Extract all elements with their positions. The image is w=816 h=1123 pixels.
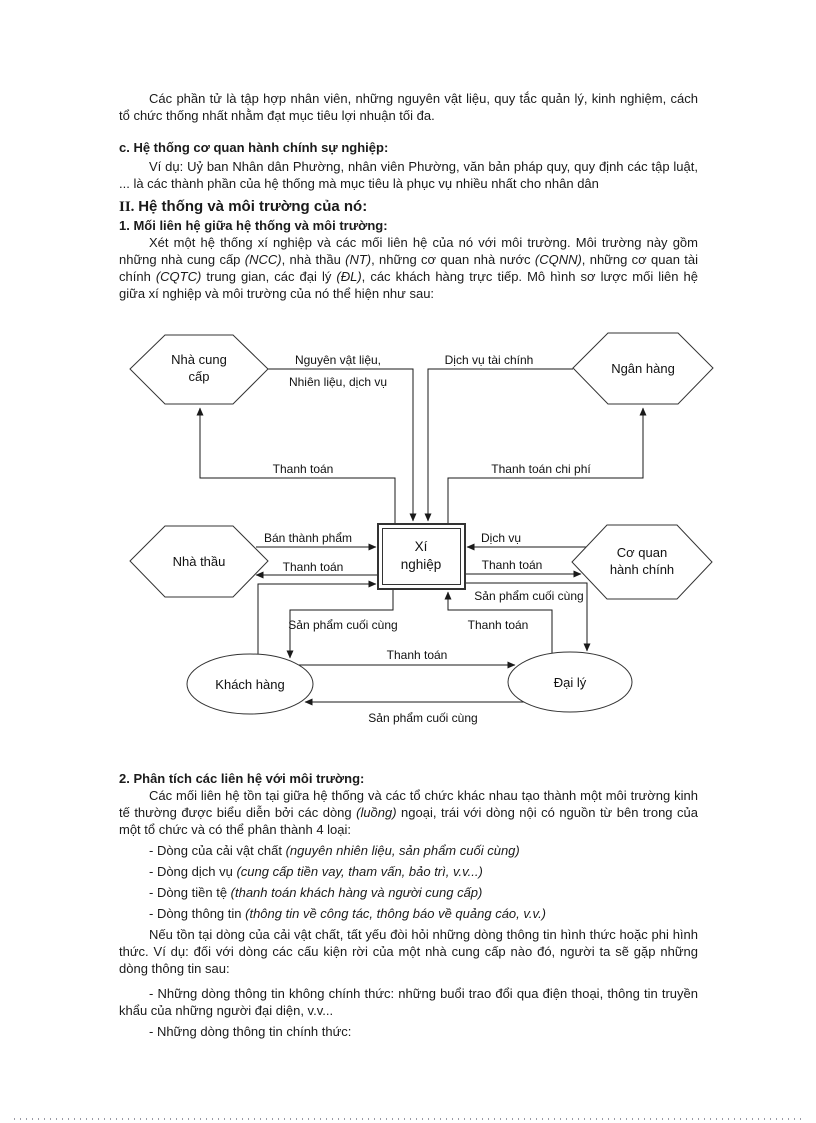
edge-label-services: Dịch vụ [480,531,522,545]
edge-label-payment-supplier: Thanh toán [272,462,334,476]
edge-supplier-to-enterprise [268,369,413,521]
node-label-supplier: Nhà cung [171,352,227,367]
heading-c-admin-system: c. Hệ thống cơ quan hành chính sự nghiệp: [119,140,389,155]
bullet-formal-information: - Những dòng thông tin chính thức: [149,1024,352,1039]
node-label-bank: Ngân hàng [611,361,675,376]
heading-ii-system-environment: II. Hệ thống và môi trường của nó: [119,198,368,215]
node-label-enterprise: Xí [414,539,428,554]
edge-label-financial-services: Dịch vụ tài chính [444,353,534,367]
page-footer-dotted-line [14,1118,802,1120]
bullet-information-flow: - Dòng thông tin (thông tin về công tác, thông báo về quảng cáo, v.v.) [149,906,547,921]
edge-label-semi-products: Bán thành phẩm [263,531,353,545]
edge-label-payment-customer-agent: Thanh toán [386,648,448,662]
edge-label-payment-bank: Thanh toán chi phí [491,462,591,476]
edge-label-payment-contractor: Thanh toán [282,560,344,574]
bullet-material-flow: - Dòng của cải vật chất (nguyên nhiên liệu, sản phẩm cuối cùng) [149,843,520,858]
node-label-admin-2: hành chính [609,562,675,577]
node-label-customer: Khách hàng [215,677,285,692]
bullet-informal-information: - Những dòng thông tin không chính thức: những buổi trao đổi qua điện thoại, thông tin truyền khẩu của những người đại diện, v.v... [119,986,698,1018]
node-label-admin: Cơ quan [616,545,668,560]
bullet-service-flow: - Dòng dịch vụ (cung cấp tiền vay, tham vấn, bảo trì, v.v...) [149,864,483,879]
paragraph-elements: Các phần tử là tập hợp nhân viên, những nguyên vật liệu, quy tắc quản lý, kinh nghiệm, cách tổ chức thống nhất nhằm đạt mục tiêu lợi nhuận tối đa. [119,91,698,123]
heading-1-relations: 1. Mối liên hệ giữa hệ thống và môi trường: [119,218,388,233]
edge-label-materials-1: Nguyên vật liệu, [294,353,382,367]
edge-label-payment-from-agent: Thanh toán [467,618,529,632]
paragraph-enterprise-environment: Xét một hệ thống xí nghiệp và các mối liên hệ của nó với môi trường. Môi trường này gồm những nhà cung cấp (NCC), nhà thầu (NT), những cơ quan nhà nước (CQNN), những cơ quan tài chính (CQTC) trung gian, các đại lý (ĐL), các khách hàng trực tiếp. Mô hình sơ lược mối liên hệ giữa xí nghiệp và môi trường của nó thể hiện như sau: [119,235,698,301]
edge-label-payment-admin: Thanh toán [481,558,543,572]
node-label-contractor: Nhà thầu [172,554,226,569]
paragraph-flows: Các mối liên hệ tồn tại giữa hệ thống và các tổ chức khác nhau tạo thành một môi trường kinh tế thường được biểu diễn bởi các dòng (luồng) ngoại, trái với dòng nội có nguồn từ bên trong của một tổ chức và có thể phân thành 4 loại: [119,788,698,837]
edge-label-final-products-agent-customer: Sản phẩm cuối cùng [368,711,478,725]
diagram-canvas [0,317,816,737]
node-label-agent: Đại lý [553,675,587,690]
system-environment-diagram [119,317,698,752]
edge-label-materials-2: Nhiên liệu, dịch vụ [288,375,388,389]
edge-label-final-products-customer: Sản phẩm cuối cùng [288,618,398,632]
edge-bank-to-enterprise [428,369,573,521]
paragraph-example: Ví dụ: Uỷ ban Nhân dân Phường, nhân viên Phường, văn bản pháp quy, quy định các tập luật, ... là các thành phần của hệ thống mà mục tiêu là phục vụ nhiều nhất cho nhân dân [119,159,698,191]
paragraph-information-flows: Nếu tồn tại dòng của cải vật chất, tất yếu đòi hỏi những dòng thông tin hình thức hoặc phi hình thức. Ví dụ: đối với dòng các cấu kiện rời của một nhà cung cấp nào đó, người ta sẽ gặp những dòng thông tin sau: [119,927,698,976]
node-label-enterprise-2: nghiệp [400,557,442,572]
bullet-money-flow: - Dòng tiền tệ (thanh toán khách hàng và người cung cấp) [149,885,483,900]
edge-label-final-products-agent: Sản phẩm cuối cùng [474,589,584,603]
heading-2-analysis: 2. Phân tích các liên hệ với môi trường: [119,771,365,786]
node-label-supplier-2: cấp [188,369,210,384]
